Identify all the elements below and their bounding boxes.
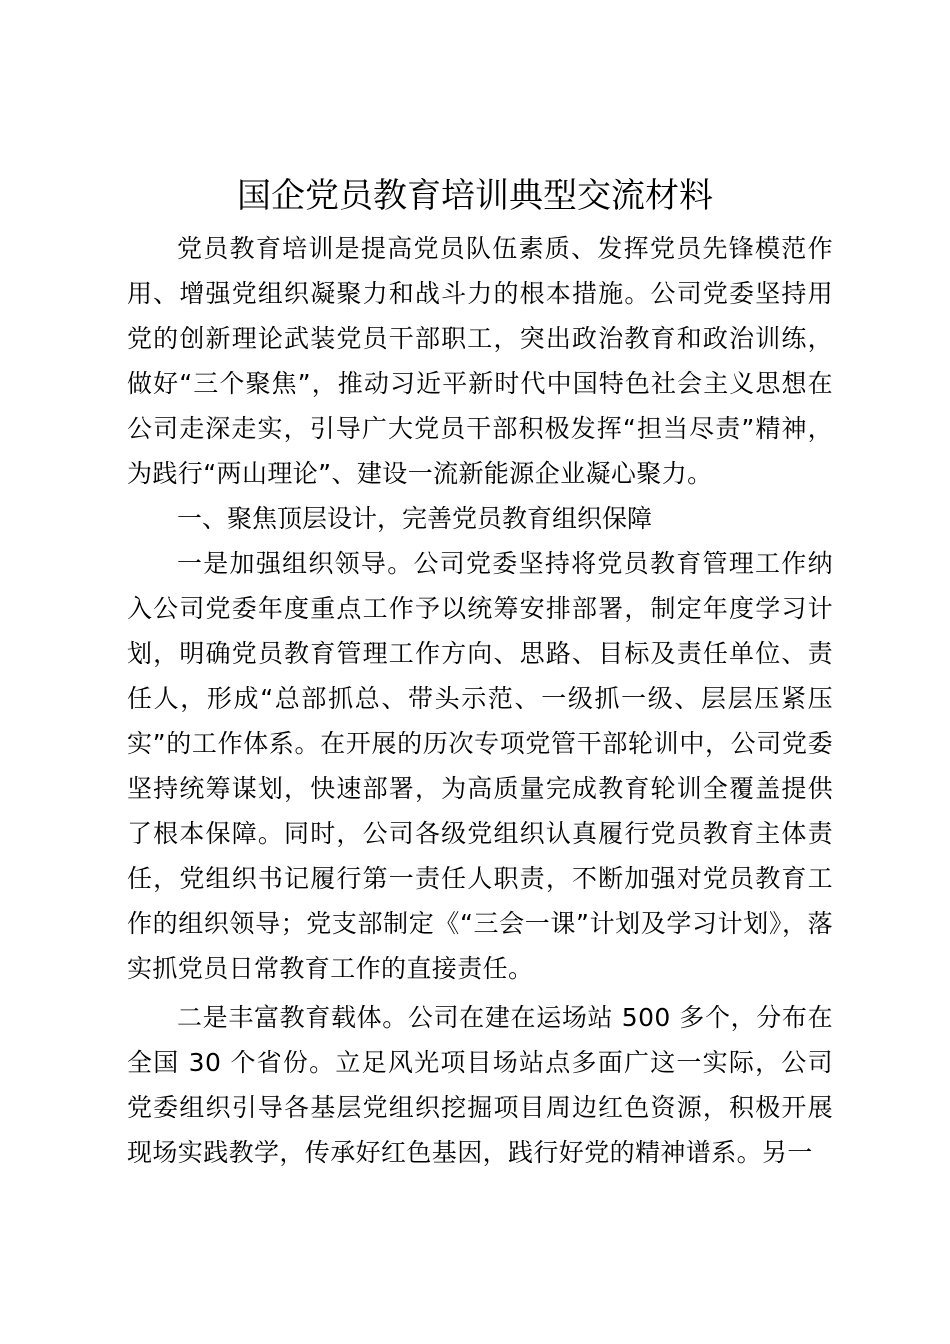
document-body [127, 226, 833, 1175]
paragraph-organization-leadership: 一是加强组织领导。公司党委坚持将党员教育管理工作纳入公司党委年度重点工作予以统筹安排部署，制定年度学习计划，明确党员教育管理工作方向、思路、目标及责任单位、责任人，形成“总部抓总、带头示范、一级抓一级、层层压紧压实”的工作体系。在开展的历次专项党管干部轮训中，公司党委坚持统筹谋划，快速部署，为高质量完成教育轮训全覆盖提供了根本保障。同时，公司各级党组织认真履行党员教育主体责任，党组织书记履行第一责任人职责，不断加强对党员教育工作的组织领导；党支部制定《“三会一课”计划及学习计划》，落实抓党员日常教育工作的直接责任。 [127, 549, 833, 983]
section-heading-1: 一、聚焦顶层设计，完善党员教育组织保障 [177, 504, 653, 533]
document-title: 国企党员教育培训典型交流材料 [237, 176, 713, 216]
paragraph-education-carriers: 二是丰富教育载体。公司在建在运场站 500 多个，分布在全国 30 个省份。立足风光项目场站点多面广这一实际，公司党委组织引导各基层党组织挖掘项目周边红色资源，积极开展现场实践教学，传承好红色基因，践行好党的精神谱系。另一 [127, 1003, 833, 1167]
intro-paragraph: 党员教育培训是提高党员队伍素质、发挥党员先锋模范作用、增强党组织凝聚力和战斗力的根本措施。公司党委坚持用党的创新理论武装党员干部职工，突出政治教育和政治训练，做好“三个聚焦”，推动习近平新时代中国特色社会主义思想在公司走深走实，引导广大党员干部积极发挥“担当尽责”精神，为践行“两山理论”、建设一流新能源企业凝心聚力。 [127, 234, 833, 488]
